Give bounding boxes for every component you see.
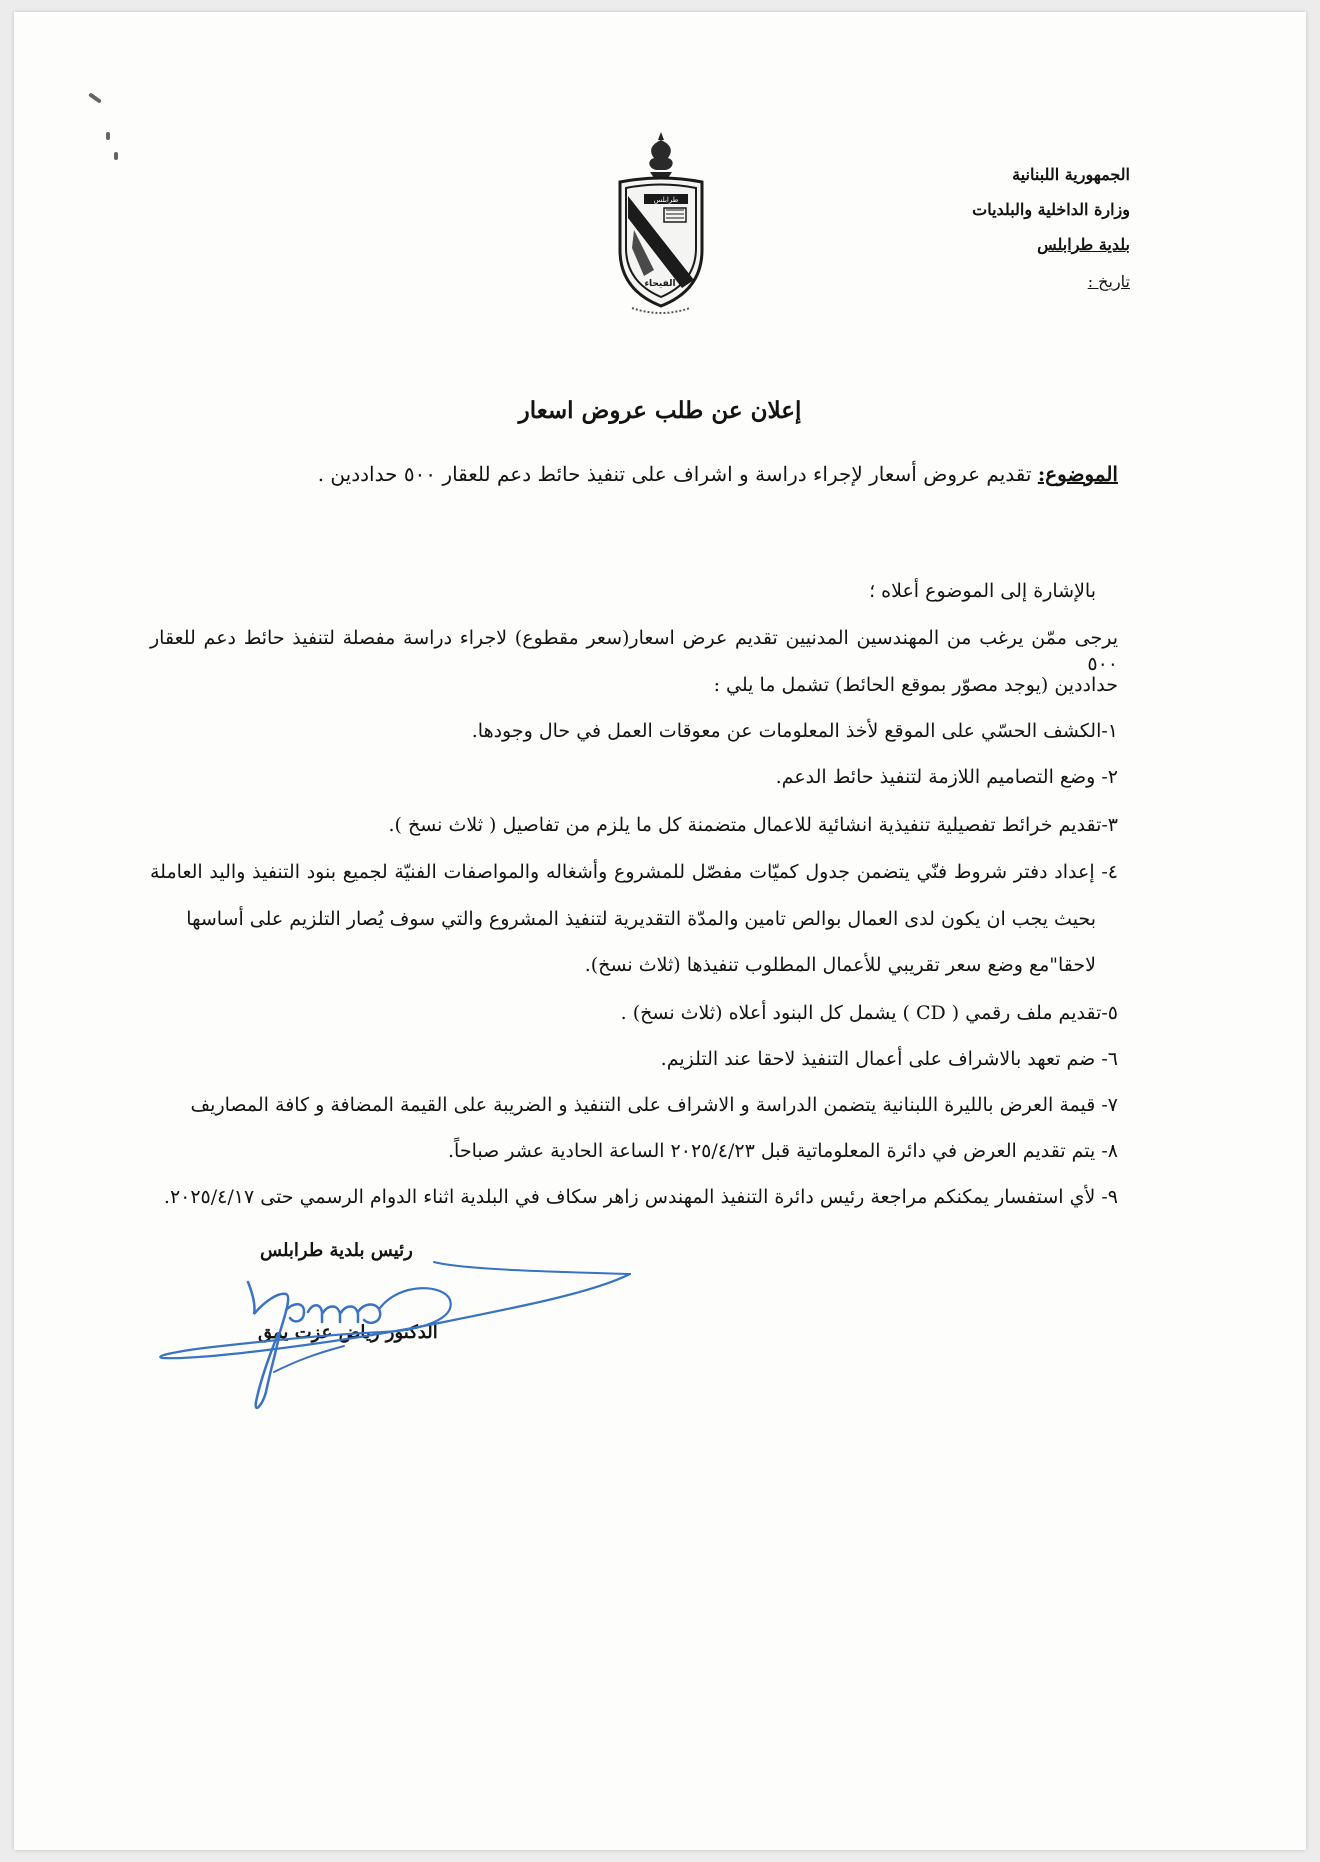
republic-line: الجمهورية اللبنانية (1012, 165, 1130, 184)
list-item: ١-الكشف الحسّي على الموقع لأخذ المعلومات عن معوقات العمل في حال وجودها. (471, 720, 1118, 742)
scan-mark (114, 152, 118, 160)
list-item: ٣-تقديم خرائط تفصيلية تنفيذية انشائية للاعمال متضمنة كل ما يلزم من تفاصيل ( ثلاث نسخ ). (388, 814, 1118, 836)
signature-name: الدكتور رياض عزت يمق (258, 1322, 438, 1343)
subject-label: الموضوع: (1037, 462, 1118, 486)
handwritten-signature-icon (144, 1222, 704, 1422)
emblem-motto-text: الفيحاء (644, 279, 676, 289)
list-item-continuation: لاحقا"مع وضع سعر تقريبي للأعمال المطلوب تنفيذها (ثلاث نسخ). (584, 954, 1096, 976)
scan-mark (88, 92, 102, 103)
announcement-body (150, 12, 1118, 1850)
list-item: ٥-تقديم ملف رقمي ( CD ) يشمل كل البنود أعلاه (ثلاث نسخ) . (620, 1002, 1118, 1024)
municipality-line: بلدية طرابلس (1037, 235, 1130, 254)
signature-title: رئيس بلدية طرابلس (260, 1240, 413, 1261)
scan-mark (106, 132, 110, 140)
list-item: ٤- إعداد دفتر شروط فنّي يتضمن جدول كميّات مفصّل للمشروع وأشغاله والمواصفات الفنيّة لجميع بنود التنفيذ واليد العاملة (150, 861, 1118, 883)
request-line: حداددين (يوجد مصوّر بموقع الحائط) تشمل ما يلي : (713, 674, 1118, 696)
list-item: ٢- وضع التصاميم اللازمة لتنفيذ حائط الدعم. (775, 766, 1118, 788)
document-page (14, 12, 1306, 1850)
list-item: ٩- لأي استفسار يمكنكم مراجعة رئيس دائرة التنفيذ المهندس زاهر سكاف في البلدية اثناء الدوام الرسمي حتى ٢٠٢٥/٤/١٧. (163, 1186, 1118, 1208)
list-item: ٨- يتم تقديم العرض في دائرة المعلوماتية قبل ٢٠٢٥/٤/٢٣ الساعة الحادية عشر صباحاً. (448, 1140, 1118, 1162)
list-item-continuation: بحيث يجب ان يكون لدى العمال بوالص تامين والمدّة التقديرية لتنفيذ المشروع والتي سوف يُصار التلزيم على أساسها (186, 908, 1096, 930)
list-item: ٦- ضم تعهد بالاشراف على أعمال التنفيذ لاحقا عند التلزيم. (660, 1048, 1118, 1070)
date-label: تاريخ : (1087, 272, 1130, 291)
page-title: إعلان عن طلب عروض اسعار (518, 397, 802, 424)
list-item: ٧- قيمة العرض بالليرة اللبنانية يتضمن الدراسة و الاشراف على التنفيذ و الضريبة على القيمة المضافة و كافة المصاريف (190, 1094, 1118, 1116)
emblem-banner-text: طرابلس (653, 196, 679, 204)
subject-text: تقديم عروض أسعار لإجراء دراسة و اشراف على تنفيذ حائط دعم للعقار ٥٠٠ حداددين . (317, 462, 1032, 486)
ministry-line: وزارة الداخلية والبلديات (972, 200, 1130, 219)
intro-line: بالإشارة إلى الموضوع أعلاه ؛ (869, 580, 1096, 602)
request-line: يرجى ممّن يرغب من المهندسين المدنيين تقديم عرض اسعار(سعر مقطوع) لاجراء دراسة مفصلة لتنفيذ حائط دعم للعقار ٥٠٠ (150, 627, 1118, 675)
